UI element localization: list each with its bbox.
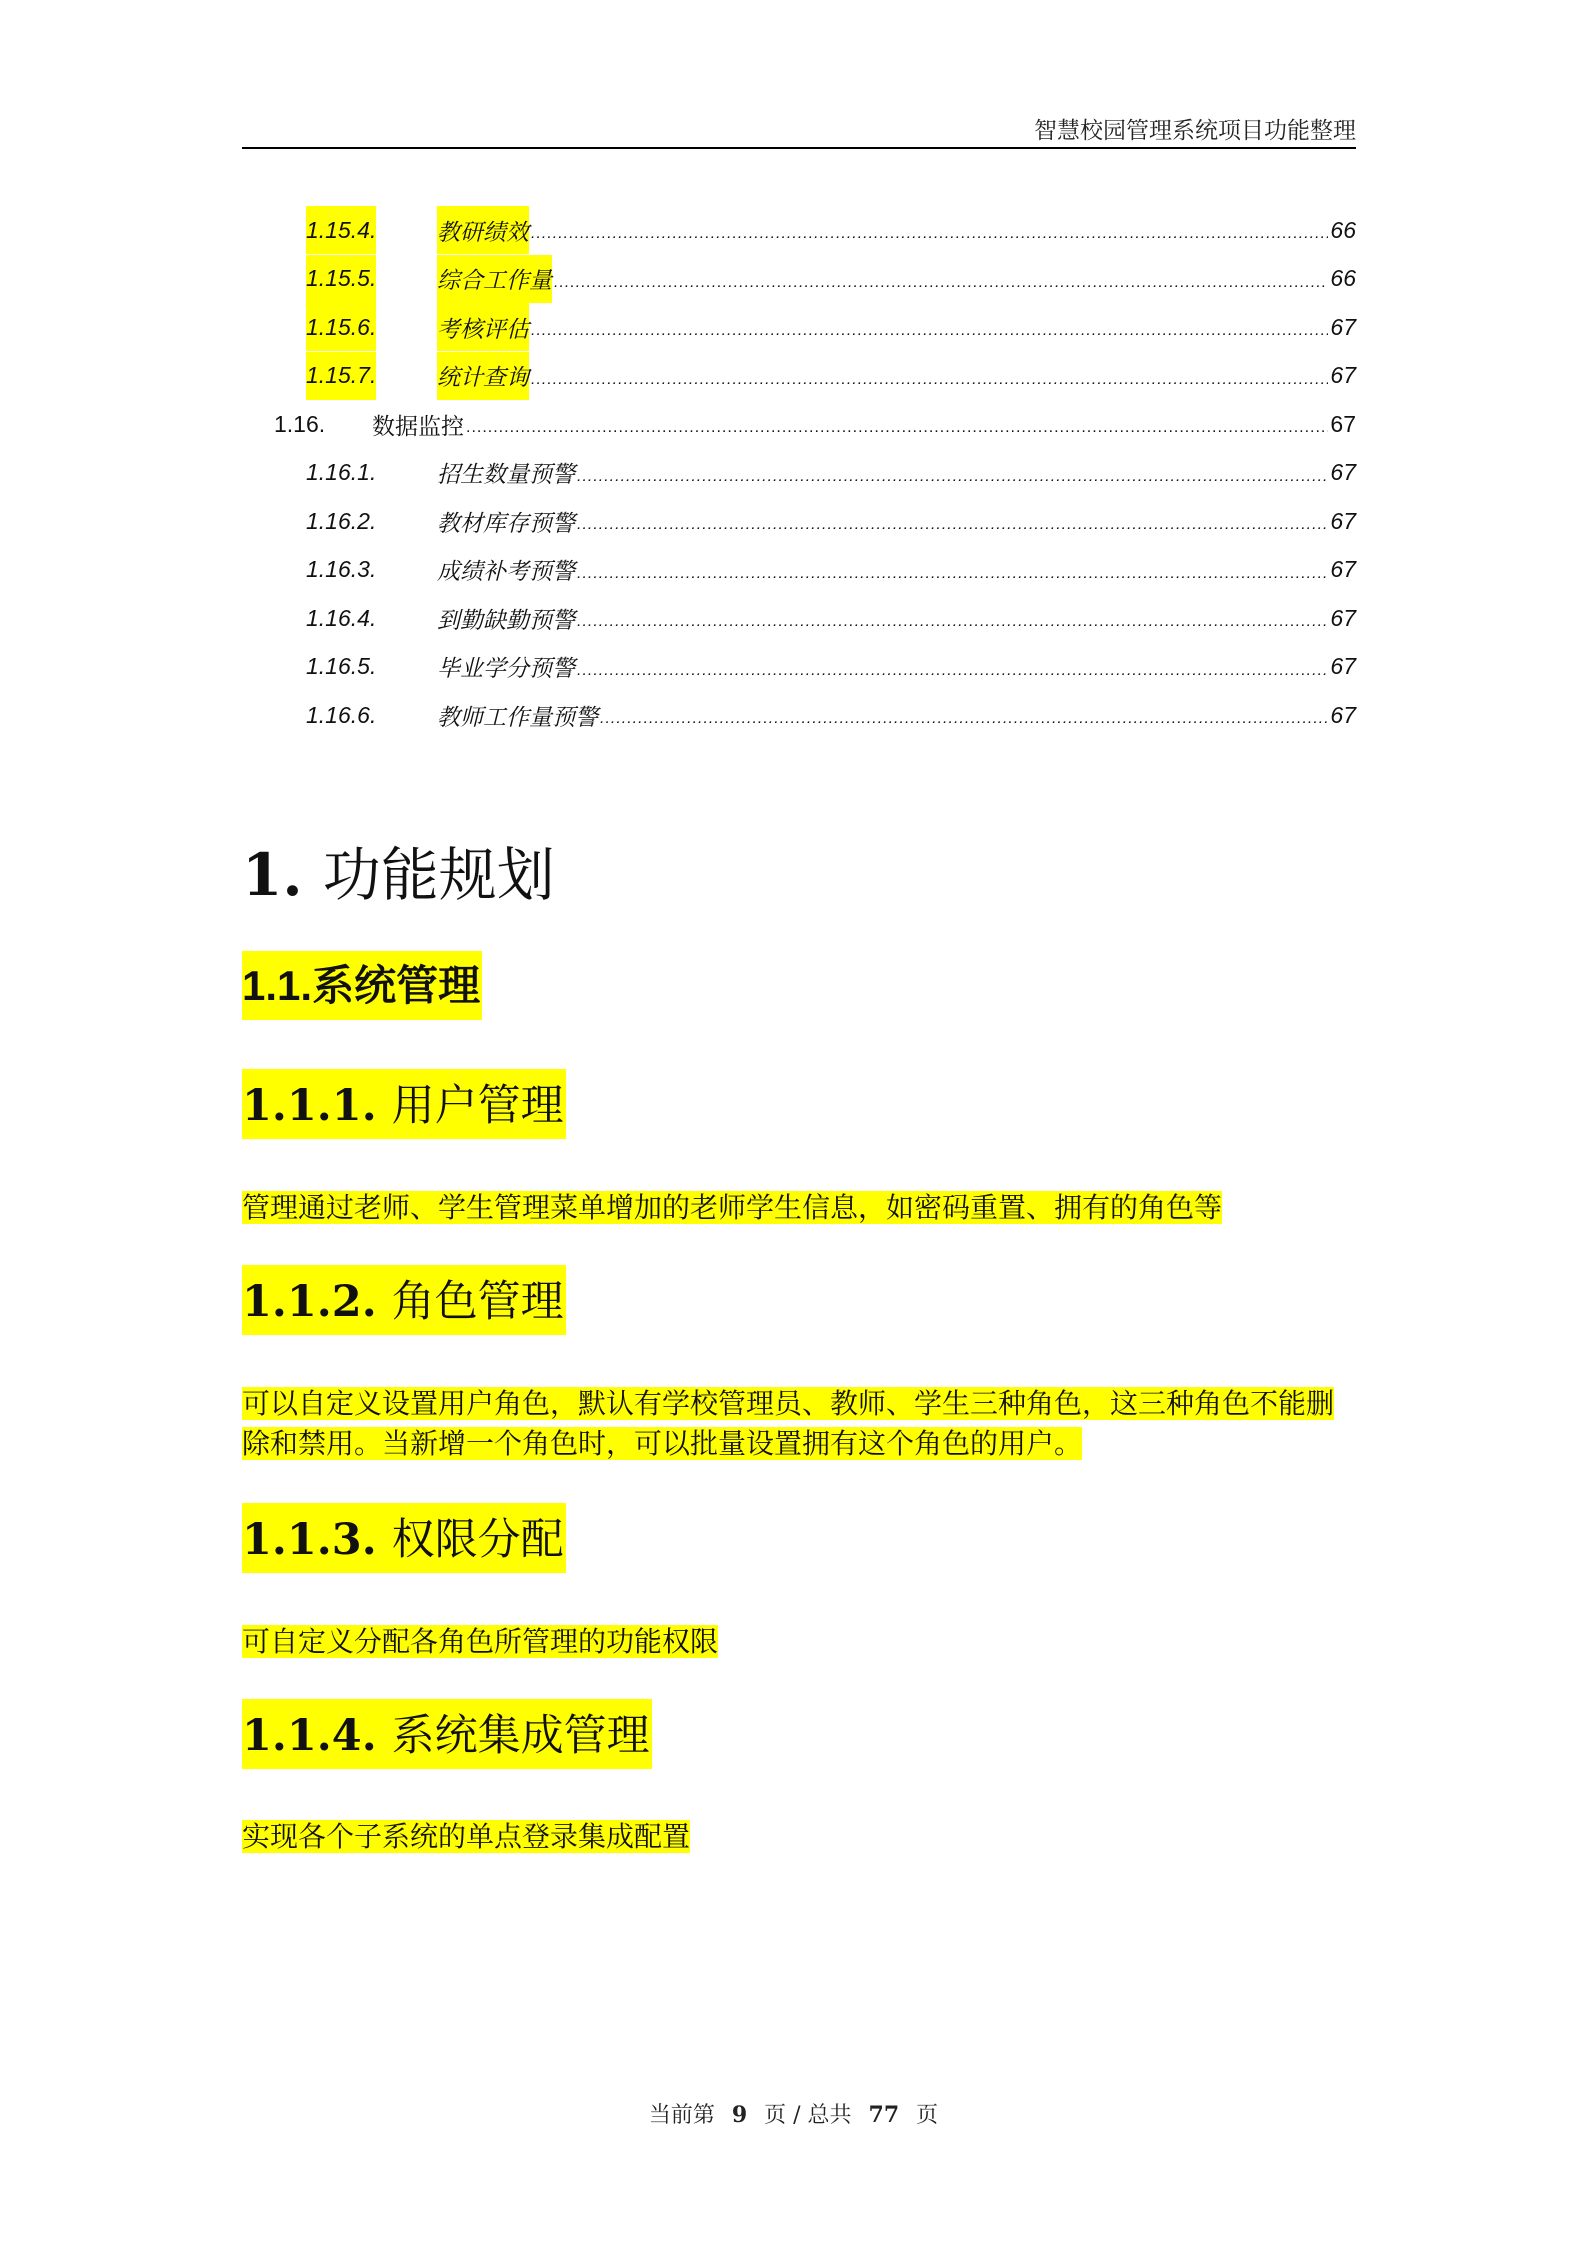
- table-of-contents: [242, 206, 1356, 740]
- toc-entry-number: 1.16.6.: [306, 701, 377, 728]
- toc-entry-number: 1.15.5.: [306, 255, 376, 303]
- heading-title: 角色管理: [391, 1277, 564, 1327]
- heading-3-permission-assignment: [242, 1503, 566, 1573]
- toc-entry-title[interactable]: 数据监控: [372, 412, 464, 439]
- toc-entry-page: 67: [1330, 410, 1356, 437]
- toc-entry[interactable]: [242, 255, 1356, 304]
- toc-entry[interactable]: [242, 546, 1356, 595]
- paragraph-text: 可以自定义设置用户角色，默认有学校管理员、教师、学生三种角色，这三种角色不能删除和禁用。当新增一个角色时，可以批量设置拥有这个角色的用户。: [242, 1387, 1335, 1460]
- toc-entry[interactable]: [242, 206, 1356, 255]
- heading-3-user-management: [242, 1069, 566, 1139]
- toc-entry-title[interactable]: 到勤缺勤预警: [437, 606, 575, 633]
- toc-entry-page: 67: [1330, 362, 1356, 388]
- heading-1-title: 功能规划: [322, 841, 555, 909]
- paragraph-text: 实现各个子系统的单点登录集成配置: [242, 1820, 691, 1853]
- footer-prefix: 当前第: [648, 2103, 715, 2128]
- toc-entry[interactable]: [242, 594, 1356, 643]
- toc-entry-number: 1.15.7.: [306, 352, 376, 400]
- heading-3-role-management: [242, 1265, 566, 1335]
- toc-entry-title[interactable]: 教研绩效: [437, 206, 529, 254]
- toc-entry-title[interactable]: 统计查询: [437, 352, 529, 400]
- toc-entry-number: 1.16.2.: [306, 507, 377, 534]
- toc-entry-page: 67: [1330, 701, 1356, 728]
- toc-dot-leader: [577, 460, 1328, 486]
- toc-entry-page: 67: [1330, 556, 1356, 582]
- page-header-title: 智慧校园管理系统项目功能整理: [1034, 118, 1356, 144]
- total-pages: 77: [868, 2102, 900, 2128]
- heading-title: 系统集成管理: [391, 1711, 650, 1761]
- toc-entry[interactable]: [242, 643, 1356, 692]
- toc-dot-leader: [531, 314, 1328, 340]
- paragraph-text: 可自定义分配各角色所管理的功能权限: [242, 1625, 719, 1658]
- paragraph: [242, 1188, 1356, 1228]
- paragraph-text: 管理通过老师、学生管理菜单增加的老师学生信息，如密码重置、拥有的角色等: [242, 1191, 1223, 1224]
- heading-1-number: 1.: [242, 841, 303, 909]
- heading-1: [242, 828, 555, 912]
- heading-2: [242, 951, 482, 1020]
- toc-entry-number: 1.16.: [274, 410, 326, 437]
- toc-entry[interactable]: [242, 400, 1356, 449]
- toc-dot-leader: [577, 508, 1328, 534]
- footer-mid: 页 / 总共: [764, 2103, 852, 2128]
- toc-entry[interactable]: [242, 691, 1356, 740]
- heading-3-system-integration: [242, 1699, 652, 1769]
- toc-entry-title[interactable]: 综合工作量: [437, 255, 552, 303]
- toc-dot-leader: [554, 266, 1328, 292]
- toc-entry-number: 1.15.4.: [306, 206, 376, 254]
- page-footer: [0, 2098, 1587, 2129]
- toc-entry-title[interactable]: 毕业学分预警: [437, 655, 575, 681]
- paragraph: [242, 1384, 1356, 1464]
- paragraph: [242, 1817, 1356, 1857]
- toc-entry-title[interactable]: 教师工作量预警: [437, 703, 598, 730]
- heading-title: 权限分配: [391, 1515, 564, 1565]
- paragraph: [242, 1622, 1356, 1662]
- heading-number: 1.1.1.: [242, 1081, 377, 1131]
- toc-entry-title[interactable]: 考核评估: [437, 303, 529, 351]
- toc-entry-page: 66: [1330, 265, 1356, 291]
- header-rule: [242, 147, 1356, 149]
- toc-entry-title[interactable]: 教材库存预警: [437, 509, 575, 536]
- toc-entry[interactable]: [242, 449, 1356, 498]
- toc-dot-leader: [600, 702, 1328, 728]
- toc-dot-leader: [531, 217, 1328, 243]
- toc-entry-page: 67: [1330, 604, 1356, 631]
- heading-number: 1.1.4.: [242, 1711, 377, 1761]
- toc-entry-page: 67: [1330, 653, 1356, 679]
- toc-entry[interactable]: [242, 303, 1356, 352]
- toc-dot-leader: [466, 411, 1328, 437]
- toc-entry-number: 1.15.6.: [306, 303, 376, 351]
- toc-entry-number: 1.16.4.: [306, 604, 377, 631]
- heading-number: 1.1.3.: [242, 1515, 377, 1565]
- toc-entry-number: 1.16.1.: [306, 459, 377, 485]
- toc-entry-title[interactable]: 成绩补考预警: [437, 558, 575, 584]
- toc-dot-leader: [577, 654, 1328, 680]
- current-page-number: 9: [731, 2102, 748, 2128]
- toc-entry-number: 1.16.3.: [306, 556, 377, 582]
- toc-entry[interactable]: [242, 497, 1356, 546]
- footer-suffix: 页: [916, 2103, 939, 2128]
- heading-title: 用户管理: [391, 1081, 564, 1131]
- toc-entry[interactable]: [242, 352, 1356, 401]
- heading-number: 1.1.2.: [242, 1277, 377, 1327]
- toc-dot-leader: [577, 605, 1328, 631]
- toc-dot-leader: [577, 557, 1328, 583]
- toc-entry-page: 67: [1330, 507, 1356, 534]
- toc-dot-leader: [531, 363, 1328, 389]
- toc-entry-page: 66: [1330, 216, 1356, 243]
- toc-entry-page: 67: [1330, 459, 1356, 485]
- heading-2-number: 1.1.: [242, 962, 313, 1009]
- toc-entry-number: 1.16.5.: [306, 653, 377, 679]
- toc-entry-title[interactable]: 招生数量预警: [437, 461, 575, 487]
- heading-2-title: 系统管理: [312, 962, 481, 1009]
- toc-entry-page: 67: [1330, 313, 1356, 340]
